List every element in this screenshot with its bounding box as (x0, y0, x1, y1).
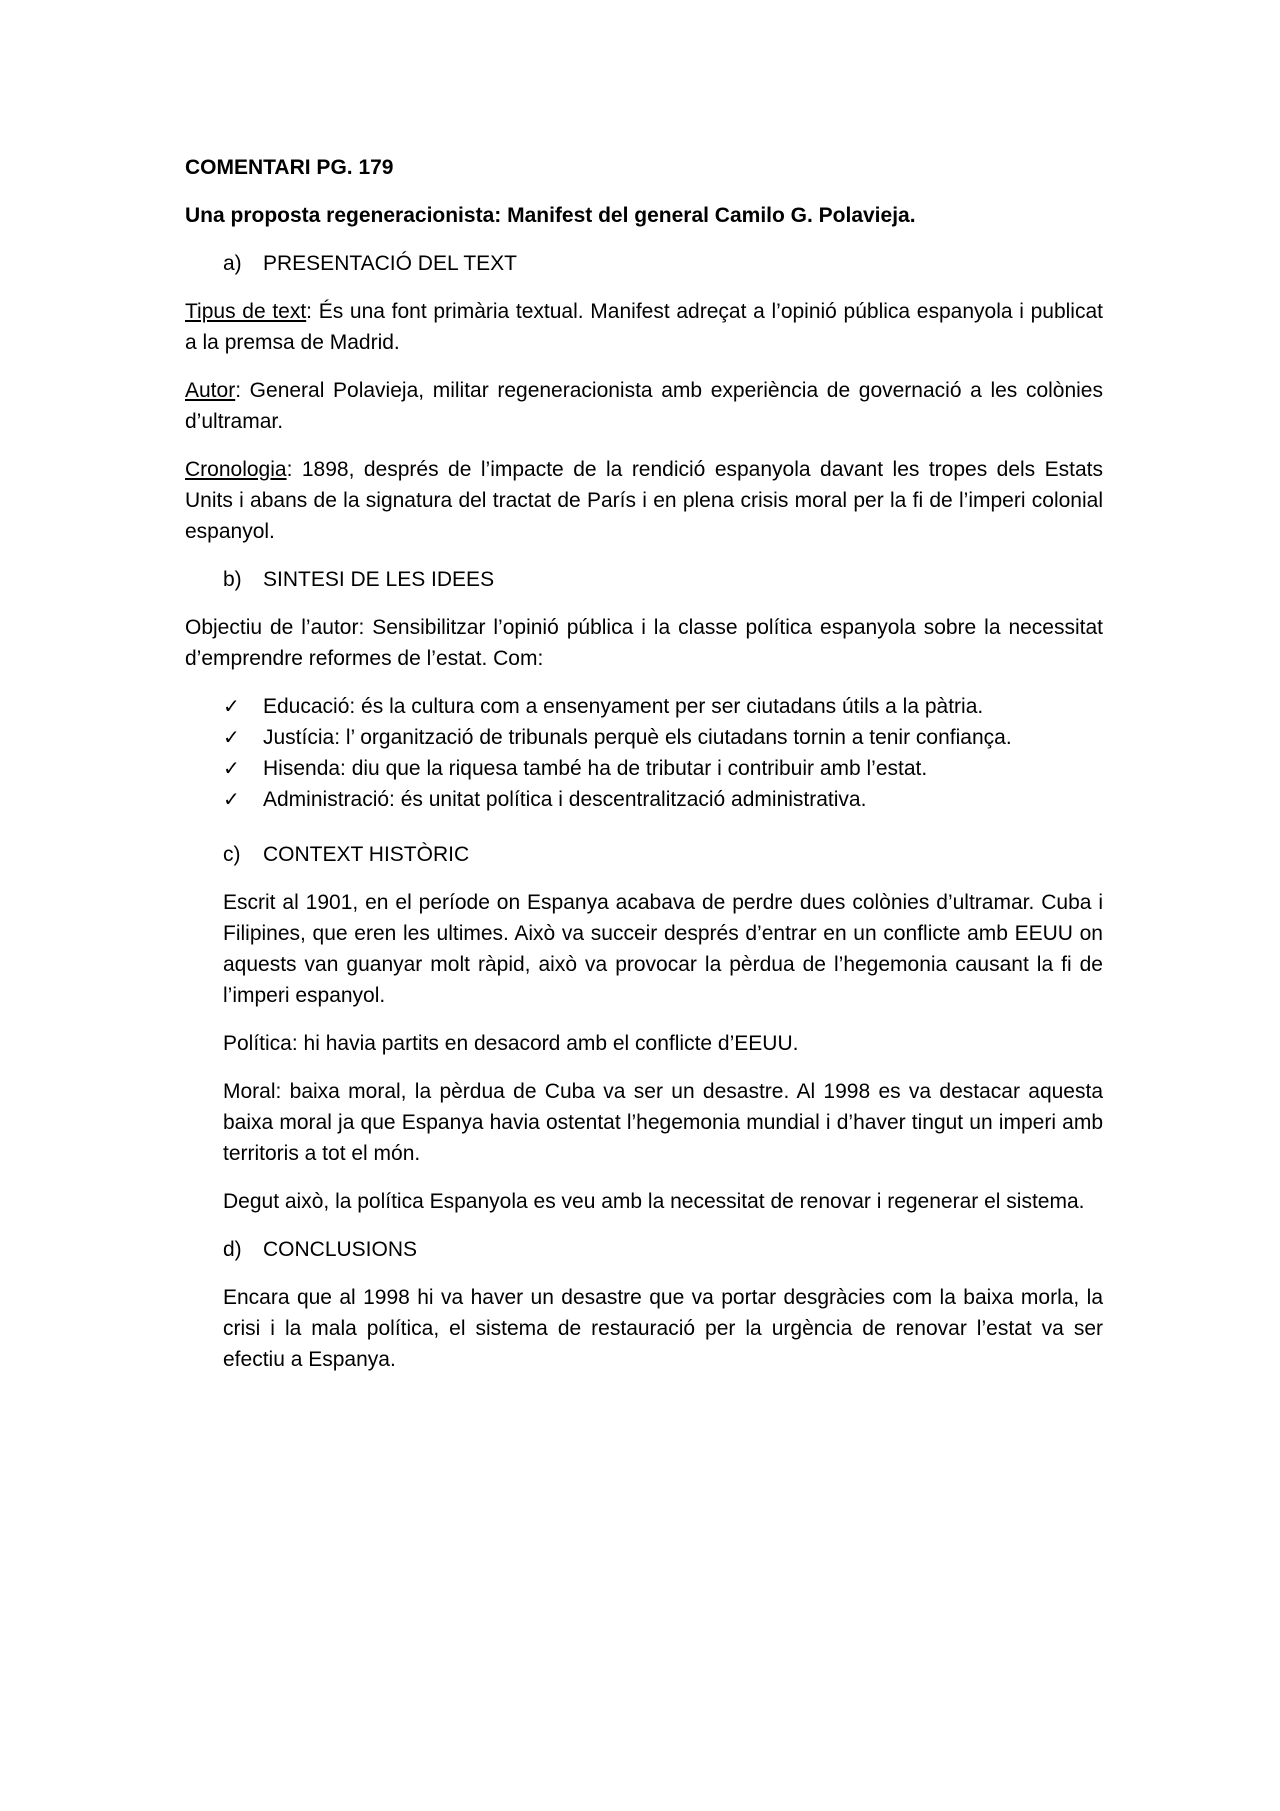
section-c-heading (185, 839, 1103, 870)
tipus-paragraph (185, 296, 1103, 358)
moral-paragraph: Moral: baixa moral, la pèrdua de Cuba va ser un desastre. Al 1998 es va destacar aquesta baixa moral ja que Espanya havia ostentat l’hegemonia mundial i d’haver tingut un imperi amb territoris a tot el món. (223, 1080, 1103, 1165)
section-a-title: PRESENTACIÓ DEL TEXT (263, 252, 517, 275)
degut-paragraph: Degut això, la política Espanyola es veu amb la necessitat de renovar i regenerar el sistema. (223, 1190, 1085, 1213)
document-title: Una proposta regeneracionista: Manifest del general Camilo G. Polavieja. (185, 204, 916, 227)
list-item (185, 722, 1103, 753)
checkmark-icon: ✓ (223, 787, 240, 811)
section-b-title: SINTESI DE LES IDEES (263, 568, 495, 591)
autor-label: Autor (185, 379, 236, 402)
list-item-text: Justícia: l’ organització de tribunals perquè els ciutadans tornin a tenir confiança. (263, 726, 1012, 749)
document-page (185, 152, 1103, 1392)
checkmark-icon: ✓ (223, 725, 240, 749)
section-c-title: CONTEXT HISTÒRIC (263, 843, 470, 866)
tipus-label: Tipus de text (185, 300, 307, 323)
autor-text: : General Polavieja, militar regeneracionista amb experiència de governació a les colònies d’ultramar. (185, 379, 1103, 433)
list-item-text: Administració: és unitat política i descentralització administrativa. (263, 788, 867, 811)
section-a-heading (185, 248, 1103, 279)
comment-title: COMENTARI PG. 179 (185, 156, 394, 179)
list-item (185, 691, 1103, 722)
section-b-heading (185, 564, 1103, 595)
tipus-text: : És una font primària textual. Manifest adreçat a l’opinió pública espanyola i publicat a la premsa de Madrid. (185, 300, 1103, 354)
checkmark-icon: ✓ (223, 756, 240, 780)
list-item (185, 753, 1103, 784)
cronologia-paragraph (185, 454, 1103, 547)
section-a-letter: a) (223, 252, 242, 275)
conclusions-paragraph: Encara que al 1998 hi va haver un desastre que va portar desgràcies com la baixa morla, la crisi i la mala política, el sistema de restauració per la urgència de renovar l’estat va ser efectiu a Espanya. (223, 1286, 1103, 1371)
objective-paragraph: Objectiu de l’autor: Sensibilitzar l’opinió pública i la classe política espanyola sobre la necessitat d’emprendre reformes de l’estat. Com: (185, 616, 1103, 670)
list-item-text: Educació: és la cultura com a ensenyament per ser ciutadans útils a la pàtria. (263, 695, 984, 718)
list-item (185, 784, 1103, 815)
section-d-title: CONCLUSIONS (263, 1238, 418, 1261)
cronologia-label: Cronologia (185, 458, 287, 481)
cronologia-text: : 1898, després de l’impacte de la rendició espanyola davant les tropes dels Estats Units i abans de la signatura del tractat de París i en plena crisis moral per la fi de l’imperi colonial espanyol. (185, 458, 1103, 543)
list-item-text: Hisenda: diu que la riquesa també ha de tributar i contribuir amb l’estat. (263, 757, 928, 780)
politica-paragraph: Política: hi havia partits en desacord amb el conflicte d’EEUU. (223, 1032, 799, 1055)
checkmark-icon: ✓ (223, 694, 240, 718)
reform-checklist (185, 691, 1103, 815)
autor-paragraph (185, 375, 1103, 437)
section-d-heading (185, 1234, 1103, 1265)
section-c-letter: c) (223, 843, 241, 866)
section-b-letter: b) (223, 568, 242, 591)
section-d-letter: d) (223, 1238, 242, 1261)
context-paragraph: Escrit al 1901, en el període on Espanya acabava de perdre dues colònies d’ultramar. Cuba i Filipines, que eren les ultimes. Això va succeir després d’entrar en un conflicte amb EEUU on aquests van guanyar molt ràpid, això va provocar la pèrdua de l’hegemonia causant la fi de l’imperi espanyol. (223, 891, 1103, 1007)
